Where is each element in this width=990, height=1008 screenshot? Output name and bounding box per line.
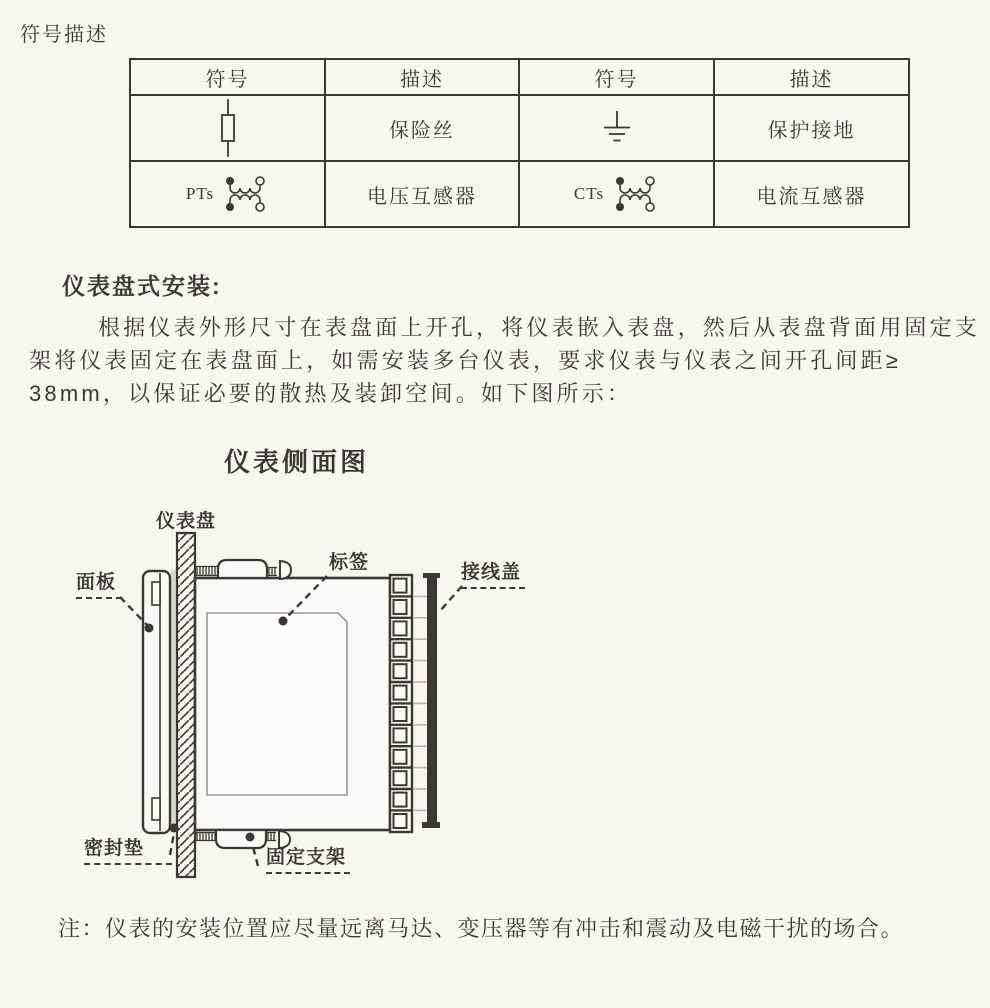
table-row — [130, 95, 909, 161]
col-header-symbol-1: 符号 — [130, 59, 325, 95]
fixing-bracket-top — [196, 560, 291, 579]
table-row — [130, 161, 909, 227]
front-panel-bezel — [143, 571, 170, 833]
desc-fuse: 保险丝 — [325, 95, 519, 161]
col-header-desc-1: 描述 — [325, 59, 519, 95]
terminal-ladder-lines — [413, 596, 427, 810]
install-paragraph — [29, 311, 980, 410]
terminal-block — [390, 575, 427, 832]
symbol-table — [129, 58, 910, 228]
col-header-desc-2: 描述 — [714, 59, 909, 95]
label-sticker: 标签 — [329, 547, 375, 579]
page-title: 符号描述 — [20, 24, 108, 46]
col-header-symbol-2: 符号 — [519, 59, 714, 95]
cts-label: CTs — [573, 184, 605, 203]
protective-earth-icon — [520, 111, 713, 145]
section-heading: 仪表盘式安装: — [62, 273, 222, 299]
desc-voltage-transformer: 电压互感器 — [325, 161, 519, 227]
leader-line-terminal-cover — [440, 586, 462, 611]
paragraph-line: 根据仪表外形尺寸在表盘面上开孔，将仪表嵌入表盘，然后从表盘背面用固定支 — [98, 315, 981, 340]
panel-wall-hatch — [177, 533, 195, 877]
desc-earth: 保护接地 — [714, 95, 909, 161]
symbol-table-header-row — [130, 59, 909, 95]
install-note: 注：仪表的安装位置应尽量远离马达、变压器等有冲击和震动及电磁干扰的场合。 — [58, 916, 905, 941]
pts-label: PTs — [185, 184, 215, 203]
paragraph-line: 38mm，以保证必要的散热及装卸空间。如下图所示： — [29, 381, 633, 406]
voltage-transformer-icon — [131, 173, 324, 215]
label-front-panel: 面板 — [76, 567, 122, 599]
desc-current-transformer: 电流互感器 — [714, 161, 909, 227]
diagram-title: 仪表侧面图 — [224, 448, 370, 477]
label-panel-board: 仪表盘 — [156, 511, 217, 532]
paragraph-line: 架将仪表固定在表盘面上，如需安装多台仪表，要求仪表与仪表之间开孔间距≥ — [29, 348, 902, 373]
label-terminal-cover: 接线盖 — [461, 557, 525, 589]
current-transformer-icon — [520, 173, 713, 215]
leader-dot-bracket — [246, 833, 255, 842]
leader-dot-sticker — [279, 617, 288, 626]
label-bracket: 固定支架 — [266, 842, 350, 874]
label-gasket: 密封垫 — [84, 833, 172, 865]
display-window — [207, 613, 347, 795]
leader-dot-front-panel — [145, 624, 154, 633]
fuse-icon — [131, 99, 324, 157]
leader-dot-gasket — [170, 824, 179, 833]
